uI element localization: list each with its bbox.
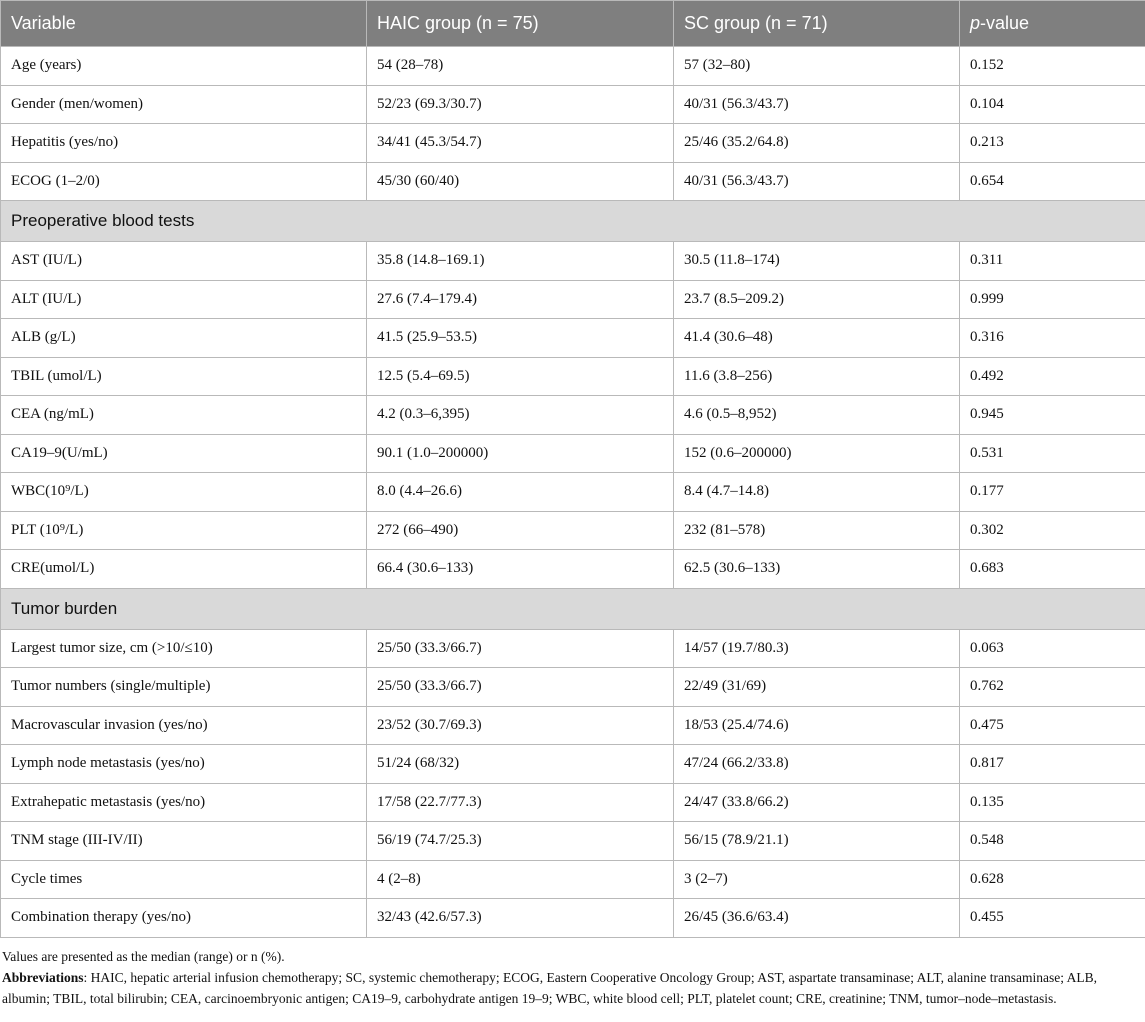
haic-value-cell: 66.4 (30.6–133) bbox=[367, 550, 674, 589]
sc-value-cell: 26/45 (36.6/63.4) bbox=[674, 899, 960, 938]
table-row bbox=[1, 783, 1145, 822]
table-row bbox=[1, 899, 1145, 938]
sc-value-cell: 18/53 (25.4/74.6) bbox=[674, 706, 960, 745]
header-sc-group: SC group (n = 71) bbox=[674, 1, 960, 47]
header-p-value bbox=[960, 1, 1145, 47]
haic-value-cell: 27.6 (7.4–179.4) bbox=[367, 280, 674, 319]
header-p-value-italic: p bbox=[970, 13, 981, 33]
sc-value-cell: 62.5 (30.6–133) bbox=[674, 550, 960, 589]
p-value-cell: 0.063 bbox=[960, 629, 1145, 668]
p-value-cell: 0.945 bbox=[960, 396, 1145, 435]
haic-value-cell: 272 (66–490) bbox=[367, 511, 674, 550]
table-row bbox=[1, 860, 1145, 899]
p-value-cell: 0.531 bbox=[960, 434, 1145, 473]
variable-cell: PLT (10⁹/L) bbox=[1, 511, 367, 550]
sc-value-cell: 11.6 (3.8–256) bbox=[674, 357, 960, 396]
haic-value-cell: 17/58 (22.7/77.3) bbox=[367, 783, 674, 822]
table-row bbox=[1, 434, 1145, 473]
haic-value-cell: 54 (28–78) bbox=[367, 47, 674, 86]
sc-value-cell: 41.4 (30.6–48) bbox=[674, 319, 960, 358]
haic-value-cell: 25/50 (33.3/66.7) bbox=[367, 668, 674, 707]
p-value-cell: 0.999 bbox=[960, 280, 1145, 319]
table-row bbox=[1, 124, 1145, 163]
table-row bbox=[1, 47, 1145, 86]
variable-cell: Combination therapy (yes/no) bbox=[1, 899, 367, 938]
table-footnotes bbox=[0, 938, 1145, 1009]
haic-value-cell: 12.5 (5.4–69.5) bbox=[367, 357, 674, 396]
haic-value-cell: 41.5 (25.9–53.5) bbox=[367, 319, 674, 358]
header-variable: Variable bbox=[1, 1, 367, 47]
p-value-cell: 0.152 bbox=[960, 47, 1145, 86]
variable-cell: Age (years) bbox=[1, 47, 367, 86]
variable-cell: Cycle times bbox=[1, 860, 367, 899]
table-row bbox=[1, 85, 1145, 124]
sc-value-cell: 8.4 (4.7–14.8) bbox=[674, 473, 960, 512]
sc-value-cell: 56/15 (78.9/21.1) bbox=[674, 822, 960, 861]
sc-value-cell: 14/57 (19.7/80.3) bbox=[674, 629, 960, 668]
variable-cell: CRE(umol/L) bbox=[1, 550, 367, 589]
haic-value-cell: 51/24 (68/32) bbox=[367, 745, 674, 784]
p-value-cell: 0.455 bbox=[960, 899, 1145, 938]
table-row bbox=[1, 319, 1145, 358]
abbreviations-text: : HAIC, hepatic arterial infusion chemotherapy; SC, systemic chemotherapy; ECOG, Eastern Cooperative Oncology Group; AST, aspartate transaminase; ALT, alanine transaminase; ALB, albumin; TBIL, total bilirubin; CEA, carcinoembryonic antigen; CA19–9, carbohydrate antigen 19–9; WBC, white blood cell; PLT, platelet count; CRE, creatinine; TNM, tumor–node–metastasis. bbox=[2, 969, 1098, 1006]
header-haic-group: HAIC group (n = 75) bbox=[367, 1, 674, 47]
table-row bbox=[1, 242, 1145, 281]
p-value-cell: 0.817 bbox=[960, 745, 1145, 784]
sc-value-cell: 23.7 (8.5–209.2) bbox=[674, 280, 960, 319]
sc-value-cell: 40/31 (56.3/43.7) bbox=[674, 85, 960, 124]
p-value-cell: 0.762 bbox=[960, 668, 1145, 707]
table-row bbox=[1, 745, 1145, 784]
p-value-cell: 0.492 bbox=[960, 357, 1145, 396]
variable-cell: Tumor numbers (single/multiple) bbox=[1, 668, 367, 707]
header-p-value-suffix: -value bbox=[980, 13, 1030, 33]
p-value-cell: 0.683 bbox=[960, 550, 1145, 589]
p-value-cell: 0.213 bbox=[960, 124, 1145, 163]
p-value-cell: 0.135 bbox=[960, 783, 1145, 822]
haic-value-cell: 45/30 (60/40) bbox=[367, 162, 674, 201]
haic-value-cell: 32/43 (42.6/57.3) bbox=[367, 899, 674, 938]
table-row bbox=[1, 668, 1145, 707]
haic-value-cell: 90.1 (1.0–200000) bbox=[367, 434, 674, 473]
table-row bbox=[1, 511, 1145, 550]
variable-cell: Extrahepatic metastasis (yes/no) bbox=[1, 783, 367, 822]
table-row bbox=[1, 822, 1145, 861]
table-row bbox=[1, 357, 1145, 396]
p-value-cell: 0.475 bbox=[960, 706, 1145, 745]
table-row bbox=[1, 396, 1145, 435]
variable-cell: WBC(10⁹/L) bbox=[1, 473, 367, 512]
variable-cell: TBIL (umol/L) bbox=[1, 357, 367, 396]
section-row bbox=[1, 588, 1145, 629]
p-value-cell: 0.311 bbox=[960, 242, 1145, 281]
section-row bbox=[1, 201, 1145, 242]
table-row bbox=[1, 706, 1145, 745]
variable-cell: ECOG (1–2/0) bbox=[1, 162, 367, 201]
abbreviations-label: Abbreviations bbox=[2, 969, 84, 985]
section-label: Preoperative blood tests bbox=[1, 201, 1145, 242]
p-value-cell: 0.548 bbox=[960, 822, 1145, 861]
p-value-cell: 0.104 bbox=[960, 85, 1145, 124]
sc-value-cell: 24/47 (33.8/66.2) bbox=[674, 783, 960, 822]
haic-value-cell: 4.2 (0.3–6,395) bbox=[367, 396, 674, 435]
haic-value-cell: 52/23 (69.3/30.7) bbox=[367, 85, 674, 124]
sc-value-cell: 3 (2–7) bbox=[674, 860, 960, 899]
sc-value-cell: 57 (32–80) bbox=[674, 47, 960, 86]
haic-value-cell: 34/41 (45.3/54.7) bbox=[367, 124, 674, 163]
variable-cell: ALT (IU/L) bbox=[1, 280, 367, 319]
p-value-cell: 0.177 bbox=[960, 473, 1145, 512]
table-row bbox=[1, 629, 1145, 668]
variable-cell: CA19–9(U/mL) bbox=[1, 434, 367, 473]
table-row bbox=[1, 473, 1145, 512]
variable-cell: TNM stage (III-IV/II) bbox=[1, 822, 367, 861]
sc-value-cell: 4.6 (0.5–8,952) bbox=[674, 396, 960, 435]
sc-value-cell: 40/31 (56.3/43.7) bbox=[674, 162, 960, 201]
sc-value-cell: 152 (0.6–200000) bbox=[674, 434, 960, 473]
sc-value-cell: 30.5 (11.8–174) bbox=[674, 242, 960, 281]
haic-value-cell: 35.8 (14.8–169.1) bbox=[367, 242, 674, 281]
haic-value-cell: 8.0 (4.4–26.6) bbox=[367, 473, 674, 512]
haic-value-cell: 25/50 (33.3/66.7) bbox=[367, 629, 674, 668]
table-header bbox=[1, 1, 1145, 47]
variable-cell: ALB (g/L) bbox=[1, 319, 367, 358]
header-row bbox=[1, 1, 1145, 47]
p-value-cell: 0.302 bbox=[960, 511, 1145, 550]
variable-cell: Largest tumor size, cm (>10/≤10) bbox=[1, 629, 367, 668]
variable-cell: CEA (ng/mL) bbox=[1, 396, 367, 435]
haic-value-cell: 23/52 (30.7/69.3) bbox=[367, 706, 674, 745]
sc-value-cell: 47/24 (66.2/33.8) bbox=[674, 745, 960, 784]
sc-value-cell: 22/49 (31/69) bbox=[674, 668, 960, 707]
abbreviations-note bbox=[2, 967, 1143, 1009]
variable-cell: Macrovascular invasion (yes/no) bbox=[1, 706, 367, 745]
variable-cell: AST (IU/L) bbox=[1, 242, 367, 281]
values-note: Values are presented as the median (range) or n (%). bbox=[2, 948, 285, 964]
table-row bbox=[1, 162, 1145, 201]
p-value-cell: 0.628 bbox=[960, 860, 1145, 899]
variable-cell: Gender (men/women) bbox=[1, 85, 367, 124]
haic-value-cell: 4 (2–8) bbox=[367, 860, 674, 899]
haic-value-cell: 56/19 (74.7/25.3) bbox=[367, 822, 674, 861]
table-row bbox=[1, 280, 1145, 319]
p-value-cell: 0.316 bbox=[960, 319, 1145, 358]
table-body bbox=[1, 47, 1145, 938]
table-row bbox=[1, 550, 1145, 589]
variable-cell: Hepatitis (yes/no) bbox=[1, 124, 367, 163]
p-value-cell: 0.654 bbox=[960, 162, 1145, 201]
sc-value-cell: 232 (81–578) bbox=[674, 511, 960, 550]
variable-cell: Lymph node metastasis (yes/no) bbox=[1, 745, 367, 784]
sc-value-cell: 25/46 (35.2/64.8) bbox=[674, 124, 960, 163]
section-label: Tumor burden bbox=[1, 588, 1145, 629]
